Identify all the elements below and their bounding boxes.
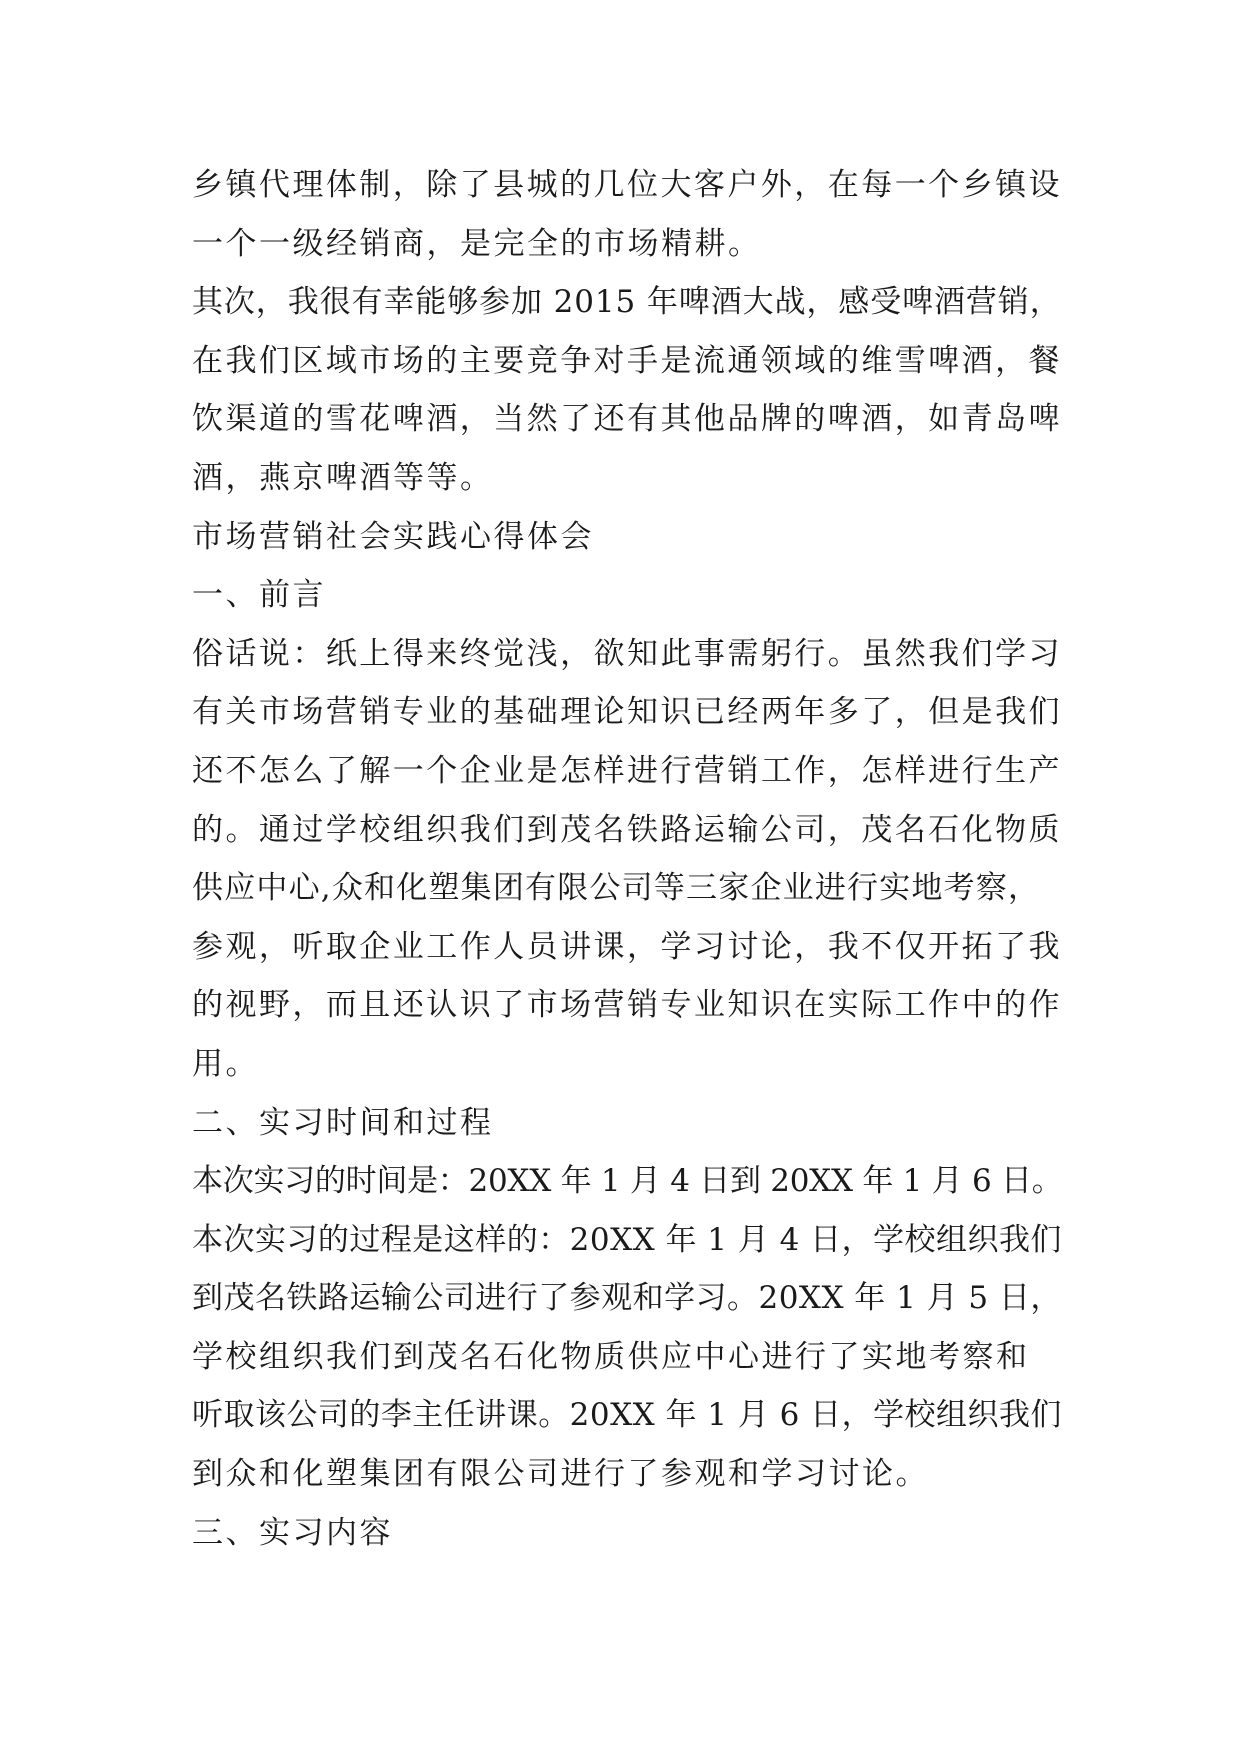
text-line: 的视野，而且还认识了市场营销专业知识在实际工作中的作: [192, 987, 1062, 1024]
text-line: 供应中心,众和化塑集团有限公司等三家企业进行实地考察，: [192, 870, 1041, 907]
text-line: 俗话说：纸上得来终觉浅，欲知此事需躬行。虽然我们学习: [192, 635, 1062, 672]
text-line: 其次，我很有幸能够参加 2015 年啤酒大战，感受啤酒营销，: [192, 284, 1062, 321]
text-line: 听取该公司的李主任讲课。20XX 年 1 月 6 日，学校组织我们: [192, 1397, 1062, 1434]
text-line: 本次实习的时间是：20XX 年 1 月 4 日到 20XX 年 1 月 6 日。: [192, 1163, 1063, 1200]
text-line: 还不怎么了解一个企业是怎样进行营销工作，怎样进行生产: [192, 752, 1062, 789]
section-title: 市场营销社会实践心得体会: [192, 518, 594, 555]
text-line: 饮渠道的雪花啤酒，当然了还有其他品牌的啤酒，如青岛啤: [192, 401, 1062, 438]
section-heading-3: 三、实习内容: [192, 1514, 393, 1551]
section-heading-1: 一、前言: [192, 577, 326, 614]
text-line: 到茂名铁路运输公司进行了参观和学习。20XX 年 1 月 5 日，: [192, 1280, 1062, 1317]
text-line: 有关市场营销专业的基础理论知识已经两年多了，但是我们: [192, 694, 1062, 731]
document-body: [192, 156, 1062, 1562]
text-line: 的。通过学校组织我们到茂名铁路运输公司，茂名石化物质: [192, 811, 1062, 848]
text-line: 在我们区域市场的主要竞争对手是流通领域的维雪啤酒，餐: [192, 342, 1062, 379]
text-line: 一个一级经销商，是完全的市场精耕。: [192, 225, 762, 262]
text-line: 乡镇代理体制，除了县城的几位大客户外，在每一个乡镇设: [192, 167, 1062, 203]
text-line: 用。: [192, 1045, 259, 1082]
text-line: 学校组织我们到茂名石化物质供应中心进行了实地考察和: [192, 1338, 1030, 1375]
text-line: 酒，燕京啤酒等等。: [192, 459, 494, 496]
text-line: 参观，听取企业工作人员讲课，学习讨论，我不仅开拓了我: [192, 928, 1062, 965]
section-heading-2: 二、实习时间和过程: [192, 1104, 494, 1141]
text-line: 本次实习的过程是这样的：20XX 年 1 月 4 日，学校组织我们: [192, 1221, 1062, 1258]
text-line: 到众和化塑集团有限公司进行了参观和学习讨论。: [192, 1456, 929, 1493]
